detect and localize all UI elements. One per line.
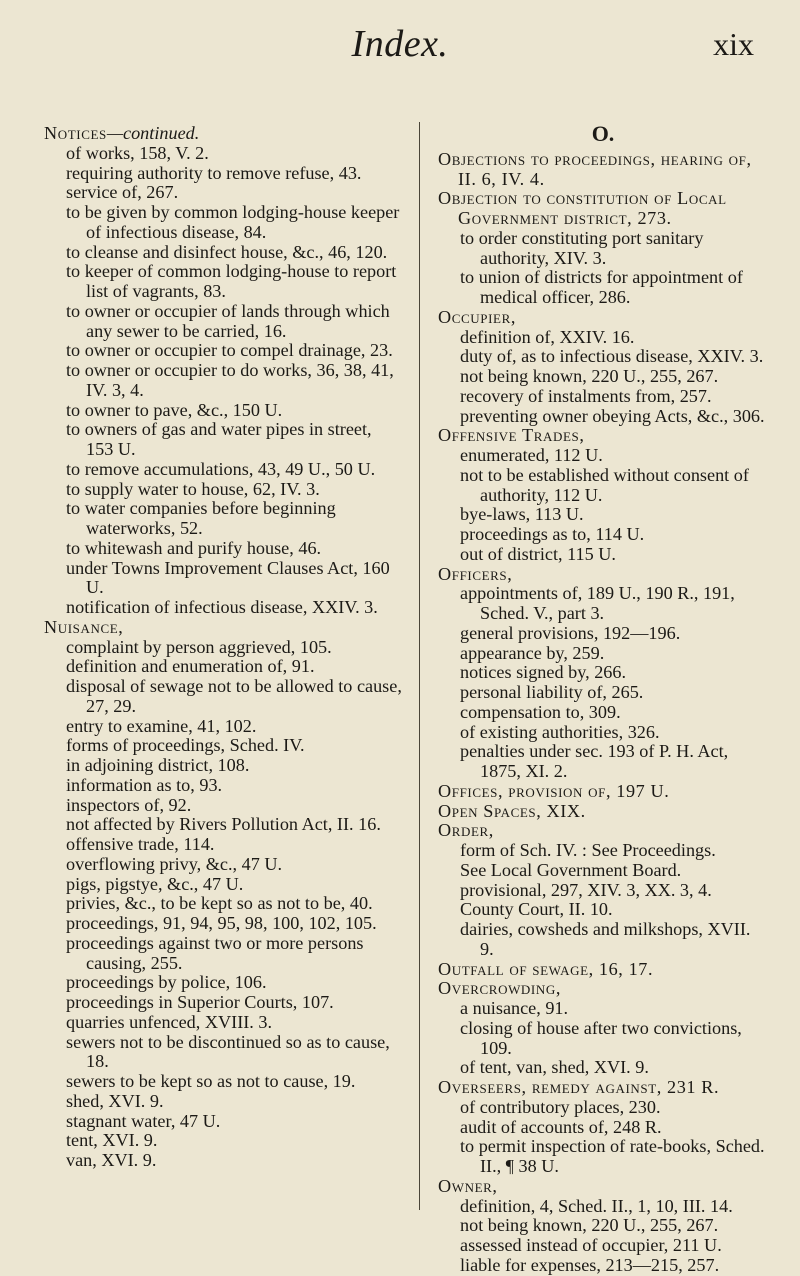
index-subentry: proceedings against two or more persons causing, 255. [66,932,364,973]
index-subentry: duty of, as to infectious disease, XXIV. 3. [460,346,764,367]
index-subentry: liable for expenses, 213—215, 257. [460,1254,720,1275]
index-subentry: enumerated, 112 U. [460,445,603,465]
index-heading-owner: Owner, [438,1175,498,1196]
index-subentry: audit of accounts of, 248 R. [460,1116,662,1137]
index-subentry: service of, 267. [66,182,179,203]
index-subentry: compensation to, 309. [460,701,621,722]
index-subentry: See Local Government Board. [460,859,682,880]
index-subentry: provisional, 297, XIV. 3, XX. 3, 4. [460,879,712,900]
index-subentry: to supply water to house, 62, IV. 3. [66,478,320,499]
index-heading-nuisance: Nuisance, [44,616,124,637]
index-subentry: notification of infectious disease, XXIV. 3. [66,597,378,617]
index-subentry: inspectors of, 92. [66,794,192,815]
index-subentry: definition of, XXIV. 16. [460,326,635,347]
index-subentry: personal liability of, 265. [460,682,644,702]
index-subentry: appointments of, 189 U., 190 R., 191, Sched. V., part 3. [460,583,735,623]
index-subentry: to remove accumulations, 43, 49 U., 50 U. [66,458,376,479]
index-subentry: definition, 4, Sched. II., 1, 10, III. 14. [460,1195,733,1216]
index-subentry: out of district, 115 U. [460,543,616,564]
index-subentry: tent, XVI. 9. [66,1130,158,1151]
index-subentry: to permit inspection of rate-books, Sched. II., ¶ 38 U. [460,1136,765,1176]
index-subentry: quarries unfenced, XVIII. 3. [66,1011,273,1032]
index-subentry: to owner or occupier to compel drainage, 23. [66,340,393,361]
index-heading-order: Order, [438,820,494,841]
index-subentry: forms of proceedings, Sched. IV. [66,735,305,756]
index-subentry: general provisions, 192—196. [460,622,681,643]
index-heading-occupier: Occupier, [438,306,516,327]
index-subentry: overflowing privy, &c., 47 U. [66,853,283,874]
index-subentry: proceedings in Superior Courts, 107. [66,992,334,1012]
index-subentry: recovery of instalments from, 257. [460,385,712,406]
index-subentry: penalties under sec. 193 of P. H. Act, 1875, XI. 2. [460,741,729,781]
index-subentry: not affected by Rivers Pollution Act, II. 16. [66,814,381,835]
index-subentry: definition and enumeration of, 91. [66,656,315,677]
index-subentry: of works, 158, V. 2. [66,142,209,163]
index-subentry: form of Sch. IV. : See Proceedings. [460,840,716,860]
index-heading-offensive-trades: Offensive Trades, [438,425,585,446]
notices-heading [44,124,402,144]
index-subentry: to owner or occupier to do works, 36, 38, 41, IV. 3, 4. [66,360,394,400]
index-subentry: shed, XVI. 9. [66,1090,164,1111]
index-heading-objections: Objections to proceedings, hearing of, II. 6, IV. 4. [438,148,752,189]
index-subentry: appearance by, 259. [460,642,605,663]
page-number: xix [713,26,754,62]
continued-label: —continued. [106,123,200,143]
index-subentry: in adjoining district, 108. [66,755,250,775]
index-subentry: to union of districts for appointment of medical officer, 286. [460,267,743,307]
index-subentry: pigs, pigstye, &c., 47 U. [66,873,244,894]
index-subentry: under Towns Improvement Clauses Act, 160 U. [66,557,390,598]
index-subentry: requiring authority to remove refuse, 43. [66,162,362,183]
index-subentry: entry to examine, 41, 102. [66,715,257,736]
index-subentry: not being known, 220 U., 255, 267. [460,1215,719,1236]
index-subentry: information as to, 93. [66,774,223,795]
index-subentry: to owner or occupier of lands through which any sewer to be carried, 16. [66,300,390,341]
index-subentry: assessed instead of occupier, 211 U. [460,1235,722,1255]
index-heading-open-spaces: Open Spaces, XIX. [438,800,586,821]
index-heading-objection: Objection to constitution of Local Government district, 273. [438,188,727,228]
index-subentry: to owner to pave, &c., 150 U. [66,399,283,420]
index-subentry: County Court, II. 10. [460,899,613,920]
right-column [438,121,768,1276]
index-subentry: of contributory places, 230. [460,1096,661,1117]
index-subentry: bye-laws, 113 U. [460,504,584,525]
index-heading-officers: Officers, [438,563,513,584]
index-subentry: sewers not to be discontinued so as to cause, 18. [66,1031,390,1072]
index-subentry: of existing authorities, 326. [460,721,660,742]
index-subentry: to keeper of common lodging-house to report list of vagrants, 83. [66,261,397,301]
index-subentry: notices signed by, 266. [460,662,627,683]
index-subentry: sewers to be kept so as not to cause, 19. [66,1071,356,1091]
index-subentry: dairies, cowsheds and milkshops, XVII. 9. [460,919,751,959]
index-subentry: to order constituting port sanitary authority, XIV. 3. [460,227,704,268]
page-title: Index. [351,23,449,65]
index-subentry: not being known, 220 U., 255, 267. [460,366,719,386]
index-subentry: van, XVI. 9. [66,1150,157,1170]
page-header [0,22,800,78]
heading-word: Notices [44,123,107,143]
index-subentry: to whitewash and purify house, 46. [66,537,322,558]
section-letter: O. [591,121,615,146]
index-subentry: privies, &c., to be kept so as not to be, 40. [66,893,373,914]
index-subentry: to be given by common lodging-house keeper of infectious disease, 84. [66,202,400,242]
index-subentry: proceedings as to, 114 U. [460,524,645,544]
index-subentry: complaint by person aggrieved, 105. [66,636,332,657]
index-subentry: a nuisance, 91. [460,998,569,1018]
left-column [44,124,402,1171]
index-subentry: to cleanse and disinfect house, &c., 46, 120. [66,241,388,262]
index-subentry: proceedings by police, 106. [66,972,267,993]
index-subentry: disposal of sewage not to be allowed to cause, 27, 29. [66,676,402,716]
index-heading-outfall: Outfall of sewage, 16, 17. [438,958,654,979]
index-subentry: to water companies before beginning waterworks, 52. [66,498,336,538]
index-heading-overcrowding: Overcrowding, [438,978,561,999]
index-heading-offices: Offices, provision of, 197 U. [438,780,670,801]
index-subentry: stagnant water, 47 U. [66,1110,221,1131]
column-divider [419,122,420,1210]
index-subentry: preventing owner obeying Acts, &c., 306. [460,405,765,426]
index-subentry: closing of house after two convictions, 109. [460,1017,742,1058]
index-subentry: to owners of gas and water pipes in street, 153 U. [66,419,372,459]
index-subentry: offensive trade, 114. [66,834,215,854]
index-subentry: of tent, van, shed, XVI. 9. [460,1057,649,1078]
index-subentry: not to be established without consent of authority, 112 U. [460,464,749,505]
index-subentry: proceedings, 91, 94, 95, 98, 100, 102, 105. [66,913,377,933]
index-heading-overseers: Overseers, remedy against, 231 R. [438,1077,720,1097]
